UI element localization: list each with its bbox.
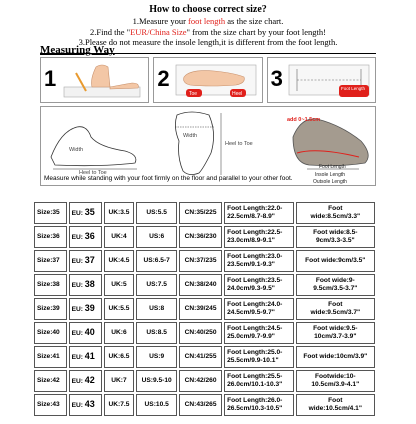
foot-width-cell: Foot wide:9.5cm/3.7" [296,298,375,320]
eu-size-cell: EU: 39 [69,298,102,320]
us-size-cell: US:8.5 [136,322,177,344]
highlight-text: EUR/China Size [130,26,187,37]
us-size-cell: US:6.5-7 [136,250,177,272]
add-allowance-label: add 0~1.5cm [287,117,321,123]
cn-size-cell: CN:36/230 [179,226,222,248]
table-row [34,394,375,416]
highlight-text: foot length [188,16,226,26]
foot-width-cell: Foot wide:8.5- 9cm/3.3-3.5" [296,226,375,248]
table-row [34,226,375,248]
instruction-text: as the size chart. [225,16,284,26]
size-cell: Size:40 [34,322,67,344]
instruction-text: 2.Find the " [90,26,131,37]
eu-size-cell: EU: 40 [69,322,102,344]
table-row [34,250,375,272]
table-row [34,346,375,368]
cn-size-cell: CN:35/225 [179,202,222,224]
size-cell: Size:41 [34,346,67,368]
top-heel-to-toe-label: Heel to Toe [225,141,253,147]
cn-size-cell: CN:37/235 [179,250,222,272]
uk-size-cell: UK:7.5 [104,394,135,416]
us-size-cell: US:9 [136,346,177,368]
step-1-panel [40,57,149,103]
toe-label: Toe [188,91,197,97]
cn-size-cell: CN:43/265 [179,394,222,416]
insole-length-label: Insole Length [315,172,346,178]
eu-size-cell: EU: 41 [69,346,102,368]
foot-width-cell: Foot wide:9.5- 10cm/3.7-3.9" [296,322,375,344]
uk-size-cell: UK:4.5 [104,250,135,272]
table-row [34,274,375,296]
shoe-foot-length-label: Foot Length [319,164,346,170]
section-title: Measuring Way [40,44,115,56]
uk-size-cell: UK:7 [104,370,135,392]
heel-label: Heel [231,91,242,97]
foot-width-cell: Foot wide:9cm/3.5" [296,250,375,272]
uk-size-cell: UK:5 [104,274,135,296]
foot-length-cell: Foot Length:24.5- 25.0cm/9.7-9.9" [224,322,294,344]
step-number: 3 [270,66,283,91]
eu-size-cell: EU: 37 [69,250,102,272]
outsole-length-label: Outsole Length [313,179,347,185]
step-number: 1 [44,66,57,91]
top-foot-outline [175,112,213,175]
foot-length-cell: Foot Length:22.5- 23.0cm/8.9-9.1" [224,226,294,248]
table-row [34,202,375,224]
size-cell: Size:38 [34,274,67,296]
uk-size-cell: UK:6 [104,322,135,344]
foot-length-cell: Foot Length:23.0- 23.5cm/9.1-9.3" [224,250,294,272]
foot-on-paper-illustration [56,61,146,101]
page-title: How to choose correct size? [149,4,267,15]
foot-marking-illustration [170,61,260,101]
us-size-cell: US:5.5 [136,202,177,224]
table-row [34,322,375,344]
instruction-text: 1.Measure your [132,16,189,26]
instruction-line-1 [0,16,416,27]
shoe-outline [293,119,368,166]
size-cell: Size:42 [34,370,67,392]
foot-width-cell: Footwide:10- 10.5cm/3.9-4.1" [296,370,375,392]
side-heel-to-toe-label: Heel to Toe [79,170,107,176]
foot-length-cell: Foot Length:24.0- 24.5cm/9.5-9.7" [224,298,294,320]
instruction-line-2 [0,27,416,38]
foot-length-cell: Foot Length:22.0- 22.5cm/8.7-8.9" [224,202,294,224]
side-foot-outline [51,127,136,166]
eu-size-cell: EU: 43 [69,394,102,416]
foot-width-cell: Foot wide:10.5cm/4.1" [296,394,375,416]
instruction-line-3: 3.Please do not measure the insole length,it is different from the foot length. [78,37,338,47]
uk-size-cell: UK:6.5 [104,346,135,368]
ruler-measure-illustration [283,61,373,101]
us-size-cell: US:8 [136,298,177,320]
us-size-cell: US:10.5 [136,394,177,416]
table-row [34,370,375,392]
cn-size-cell: CN:42/260 [179,370,222,392]
uk-size-cell: UK:5.5 [104,298,135,320]
us-size-cell: US:9.5-10 [136,370,177,392]
size-cell: Size:35 [34,202,67,224]
size-cell: Size:37 [34,250,67,272]
uk-size-cell: UK:4 [104,226,135,248]
eu-size-cell: EU: 35 [69,202,102,224]
foot-length-cell: Foot Length:25.0- 25.5cm/9.9-10.1" [224,346,294,368]
cn-size-cell: CN:41/255 [179,346,222,368]
foot-length-cell: Foot Length:25.5- 26.0cm/10.1-10.3" [224,370,294,392]
measurement-views-panel [40,106,376,186]
cn-size-cell: CN:38/240 [179,274,222,296]
cn-size-cell: CN:40/250 [179,322,222,344]
uk-size-cell: UK:3.5 [104,202,135,224]
instruction-text: " from the size chart by your foot length! [186,26,326,37]
table-row [34,298,375,320]
size-cell: Size:43 [34,394,67,416]
foot-length-cell: Foot Length:26.0- 26.5cm/10.3-10.5" [224,394,294,416]
foot-width-cell: Foot wide:9- 9.5cm/3.5-3.7" [296,274,375,296]
top-width-label: Width [183,133,198,139]
step-number: 2 [157,66,170,91]
cn-size-cell: CN:39/245 [179,298,222,320]
step-2-panel [153,57,262,103]
foot-length-cell: Foot Length:23.5- 24.0cm/9.3-9.5" [224,274,294,296]
measuring-way-heading [40,40,376,54]
foot-length-label: Foot Length [340,86,366,91]
us-size-cell: US:6 [136,226,177,248]
size-chart-table [32,200,377,418]
eu-size-cell: EU: 36 [69,226,102,248]
foot-width-cell: Foot wide:8.5cm/3.3" [296,202,375,224]
us-size-cell: US:7.5 [136,274,177,296]
size-cell: Size:39 [34,298,67,320]
side-width-label: Width [69,147,84,153]
eu-size-cell: EU: 38 [69,274,102,296]
measuring-steps [40,57,376,103]
measure-caption: Measure while standing with your foot firmly on the floor and parallel to your other foot. [44,175,293,182]
foot-width-cell: Foot wide:10cm/3.9" [296,346,375,368]
eu-size-cell: EU: 42 [69,370,102,392]
step-3-panel [267,57,376,103]
size-cell: Size:36 [34,226,67,248]
